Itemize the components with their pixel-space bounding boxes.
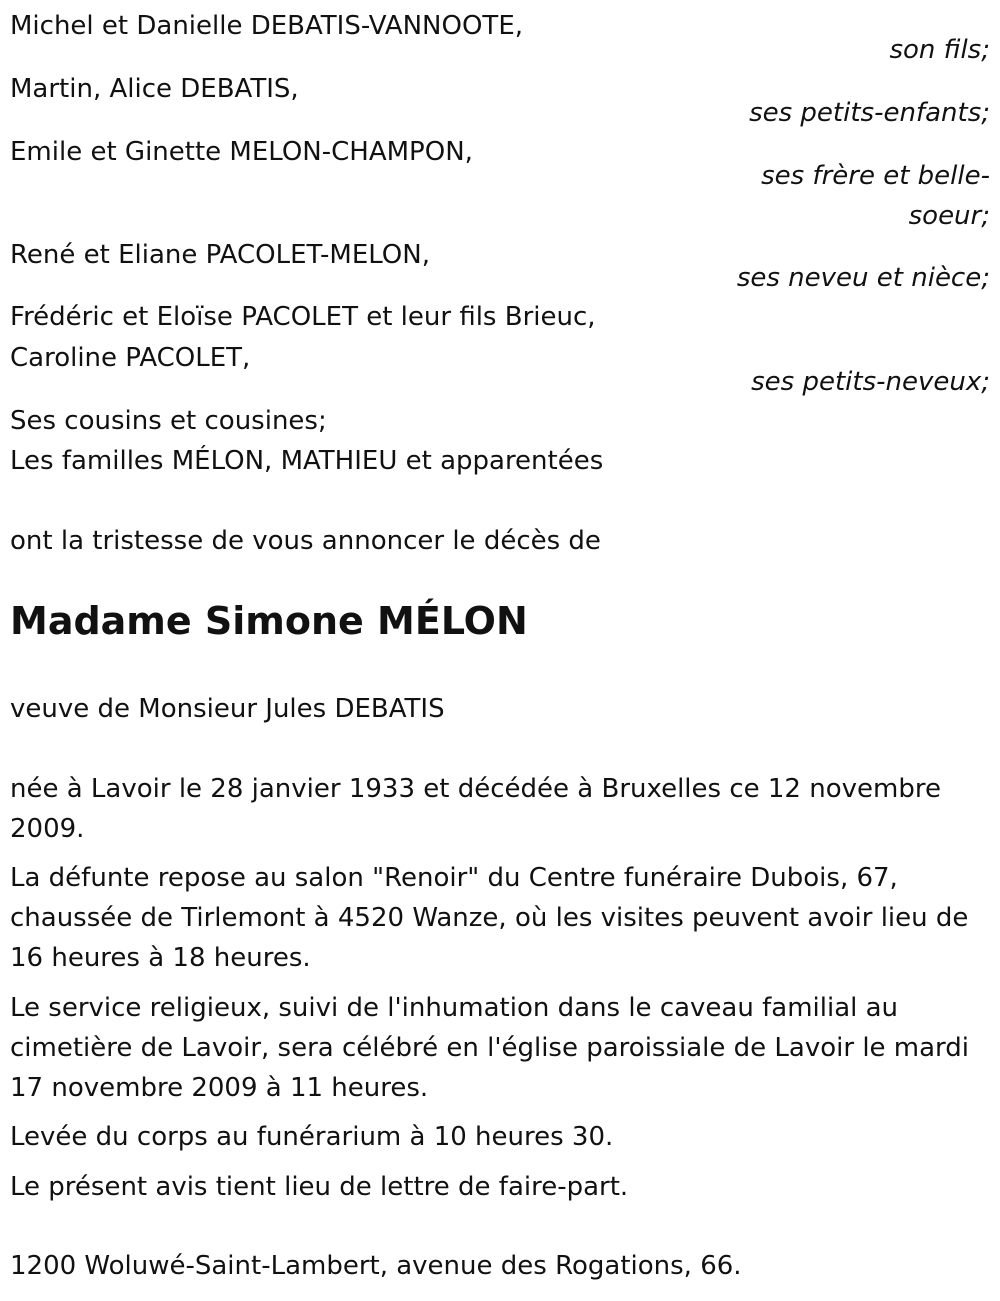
family-relation-2: ses petits-enfants; — [749, 98, 990, 128]
widow-of-line: veuve de Monsieur Jules DEBATIS — [10, 694, 445, 724]
family-relation-3b: soeur; — [908, 201, 990, 231]
announcement-line: ont la tristesse de vous annoncer le décès de — [10, 526, 601, 556]
birth-death-paragraph: née à Lavoir le 28 janvier 1933 et décédée à Bruxelles ce 12 novembre 2009. — [10, 774, 941, 844]
family-names-3: Emile et Ginette MELON-CHAMPON, — [10, 137, 473, 167]
family-names-4: René et Eliane PACOLET-MELON, — [10, 240, 430, 270]
service-paragraph: Le service religieux, suivi de l'inhumation dans le caveau familial au cimetière de Lavoir, sera célébré en l'église paroissiale de Lavoir le mardi 17 novembre 2009 à 11 heures. — [10, 993, 970, 1103]
family-names-5a: Frédéric et Eloïse PACOLET et leur fils Brieuc, — [10, 302, 596, 332]
family-names-5b: Caroline PACOLET, — [10, 343, 251, 373]
family-relation-5: ses petits-neveux; — [751, 367, 990, 397]
families-line: Les familles MÉLON, MATHIEU et apparentées — [10, 446, 604, 476]
levee-line: Levée du corps au funérarium à 10 heures 30. — [10, 1122, 614, 1152]
family-relation-1: son fils; — [889, 35, 990, 65]
family-names-2: Martin, Alice DEBATIS, — [10, 74, 299, 104]
family-relation-3a: ses frère et belle- — [761, 161, 990, 191]
notice-line: Le présent avis tient lieu de lettre de faire-part. — [10, 1172, 629, 1202]
deceased-name: Madame Simone MÉLON — [10, 599, 528, 643]
cousins-line: Ses cousins et cousines; — [10, 406, 327, 436]
visitation-paragraph: La défunte repose au salon "Renoir" du Centre funéraire Dubois, 67, chaussée de Tirlemont à 4520 Wanze, où les visites peuvent avoir lieu de 16 heures à 18 heures. — [10, 863, 969, 973]
family-relation-4: ses neveu et nièce; — [736, 263, 990, 293]
family-names-1: Michel et Danielle DEBATIS-VANNOOTE, — [10, 11, 524, 41]
address-line: 1200 Woluwé-Saint-Lambert, avenue des Rogations, 66. — [10, 1251, 742, 1281]
